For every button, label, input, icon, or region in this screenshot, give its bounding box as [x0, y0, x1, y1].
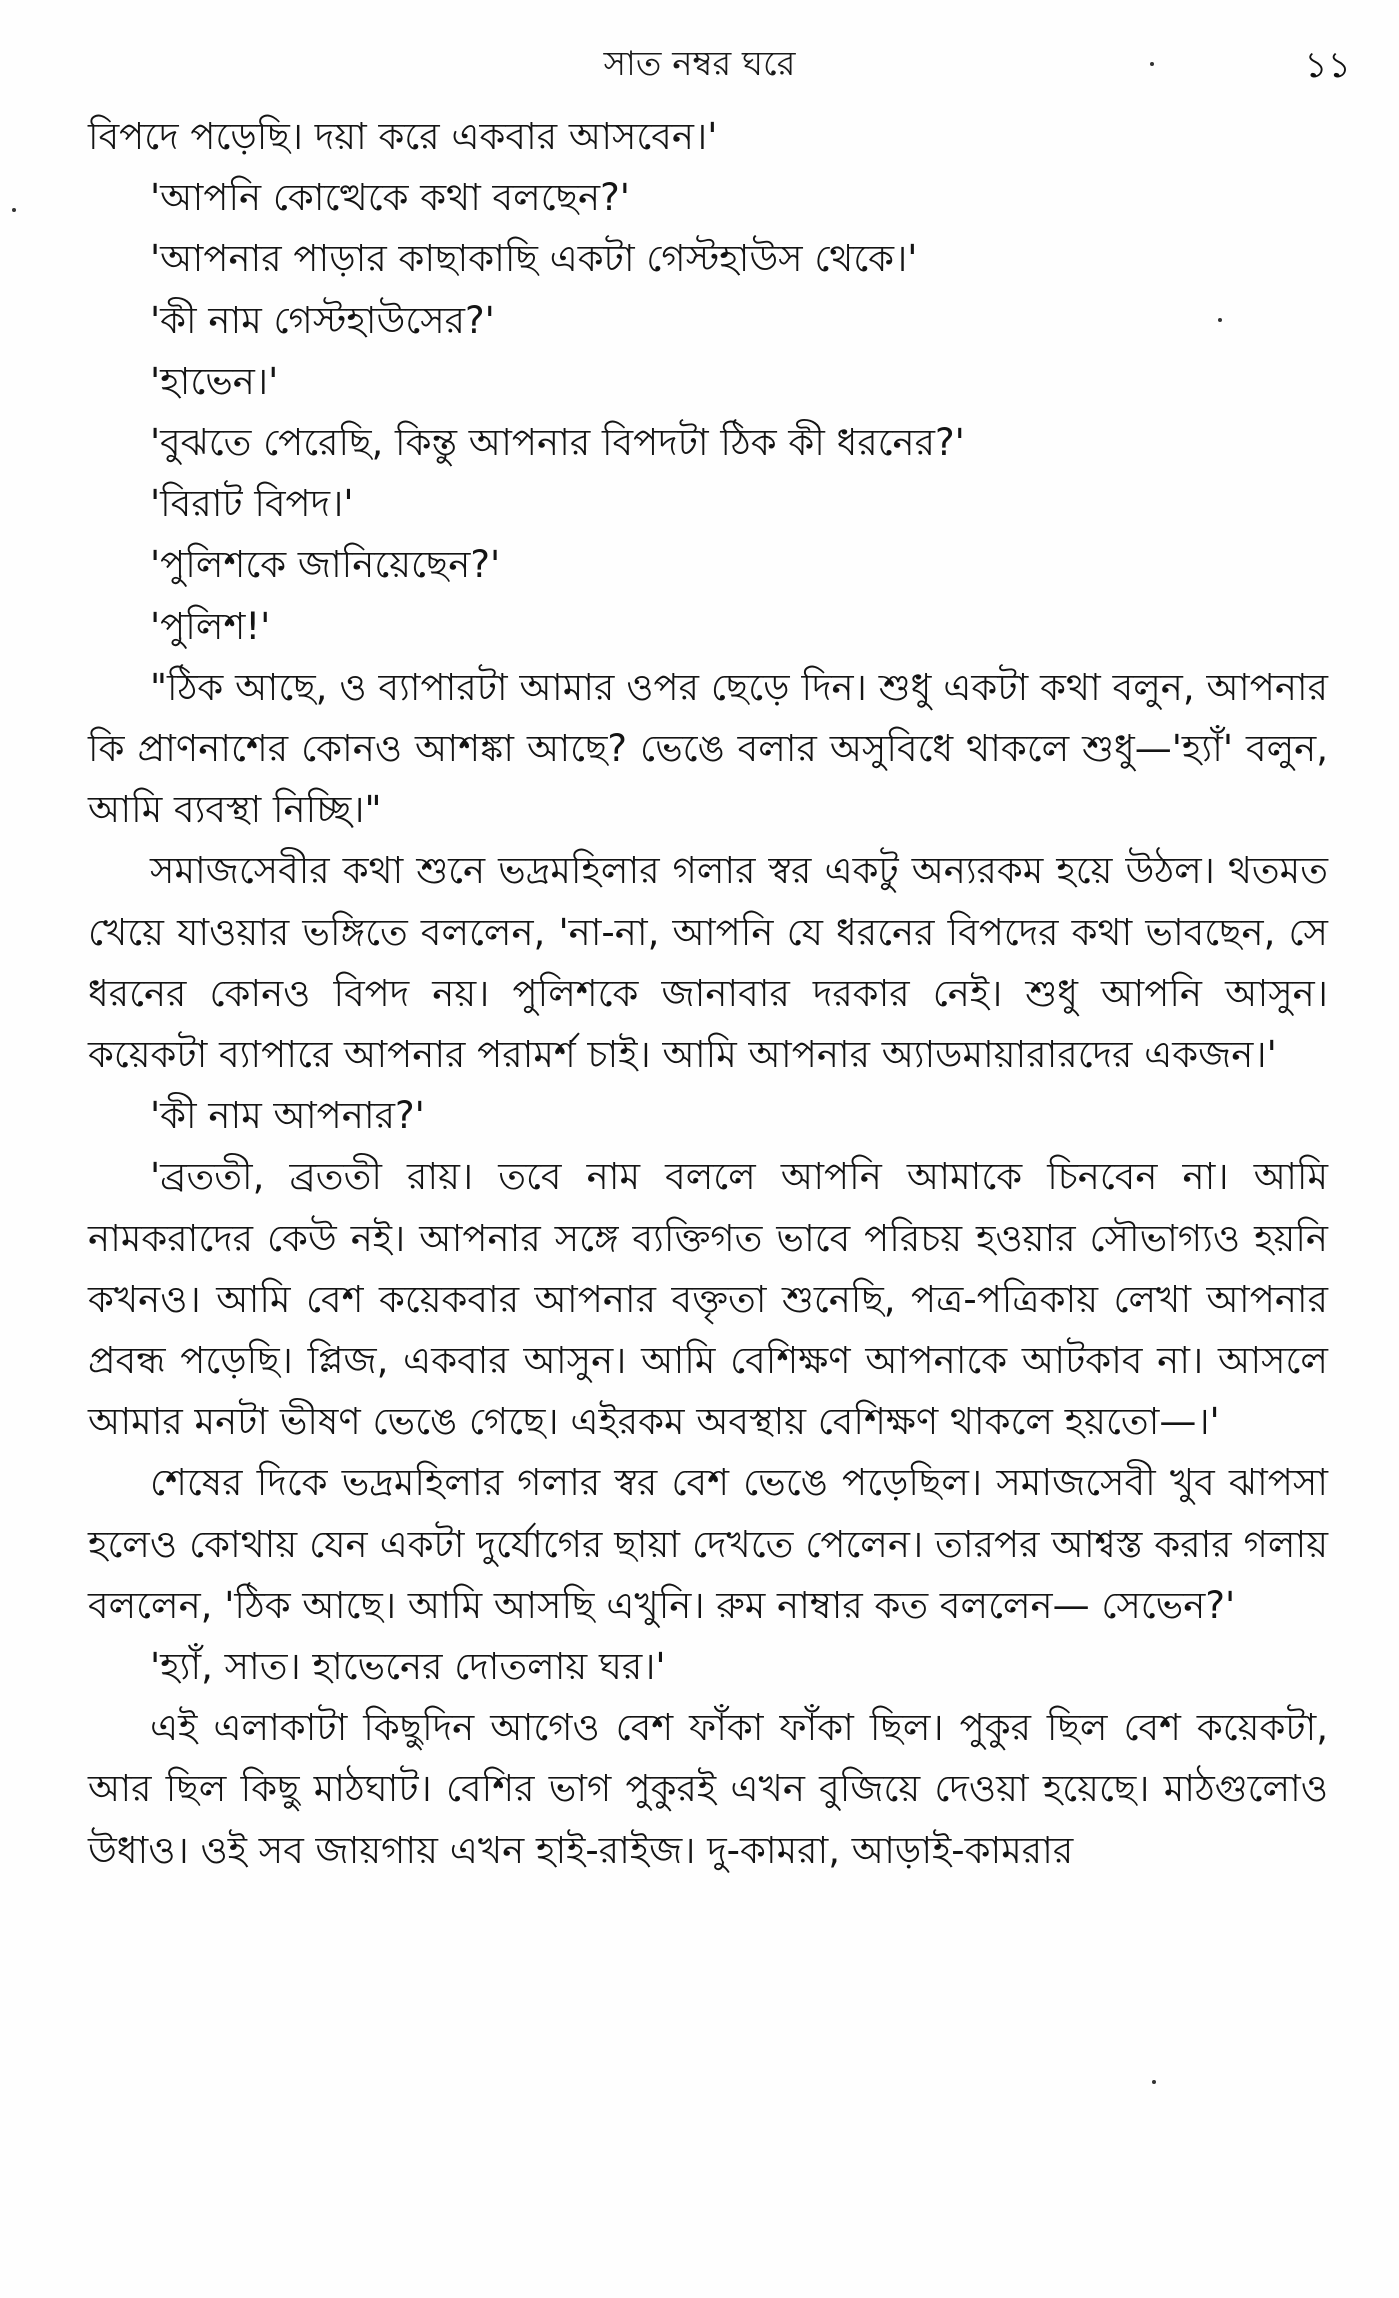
running-title: সাত নম্বর ঘরে: [603, 44, 796, 84]
paragraph-15: 'হ্যাঁ, সাত। হাভেনের দোতলায় ঘর।': [150, 1645, 666, 1689]
paragraph-5: 'হাভেন।': [150, 359, 279, 403]
paragraph-8: 'পুলিশকে জানিয়েছেন?': [150, 543, 501, 587]
paragraph-9: 'পুলিশ!': [150, 604, 271, 648]
print-speck: [1218, 318, 1222, 322]
paragraph-3: 'আপনার পাড়ার কাছাকাছি একটা গেস্টহাউস থেকে।': [150, 237, 918, 281]
paragraph-2: 'আপনি কোত্থেকে কথা বলছেন?': [150, 176, 630, 220]
paragraph-4: 'কী নাম গেস্টহাউসের?': [150, 298, 495, 342]
print-speck: [1152, 2080, 1156, 2084]
paragraph-12: 'কী নাম আপনার?': [150, 1094, 425, 1138]
print-speck: [12, 208, 16, 212]
paragraph-11: সমাজসেবীর কথা শুনে ভদ্রমহিলার গলার স্বর একটু অন্যরকম হয়ে উঠল। থতমত খেয়ে যাওয়ার ভঙ্গিতে বললেন, 'না-না, আপনি যে ধরনের বিপদের কথা ভাবছেন, সে ধরনের কোনও বিপদ নয়। পুলিশকে জানাবার দরকার নেই। শুধু আপনি আসুন। কয়েকটা ব্যাপারে আপনার পরামর্শ চাই। আমি আপনার অ্যাডমায়ারারদের একজন।': [88, 849, 1340, 1077]
page-header: [0, 38, 1399, 88]
paragraph-7: 'বিরাট বিপদ।': [150, 482, 354, 526]
print-speck: [1150, 62, 1154, 66]
paragraph-6: 'বুঝতে পেরেছি, কিন্তু আপনার বিপদটা ঠিক কী ধরনের?': [150, 421, 965, 465]
paragraph-1: বিপদে পড়েছি। দয়া করে একবার আসবেন।': [88, 115, 718, 158]
body-text: [88, 106, 1340, 1881]
paragraph-16: এই এলাকাটা কিছুদিন আগেও বেশ ফাঁকা ফাঁকা ছিল। পুকুর ছিল বেশ কয়েকটা, আর ছিল কিছু মাঠঘাট। বেশির ভাগ পুকুরই এখন বুজিয়ে দেওয়া হয়েছে। মাঠগুলোও উধাও। ওই সব জায়গায় এখন হাই-রাইজ। দু-কামরা, আড়াই-কামরার: [88, 1706, 1340, 1872]
paragraph-10: "ঠিক আছে, ও ব্যাপারটা আমার ওপর ছেড়ে দিন। শুধু একটা কথা বলুন, আপনার কি প্রাণনাশের কোনও আশঙ্কা আছে? ভেঙে বলার অসুবিধে থাকলে শুধু—'হ্যাঁ' বলুন, আমি ব্যবস্থা নিচ্ছি।": [88, 665, 1340, 832]
paragraph-14: শেষের দিকে ভদ্রমহিলার গলার স্বর বেশ ভেঙে পড়েছিল। সমাজসেবী খুব ঝাপসা হলেও কোথায় যেন একটা দুর্যোগের ছায়া দেখতে পেলেন। তারপর আশ্বস্ত করার গলায় বললেন, 'ঠিক আছে। আমি আসছি এখুনি। রুম নাম্বার কত বললেন— সেভেন?': [88, 1461, 1340, 1627]
paragraph-13: 'ব্রততী, ব্রততী রায়। তবে নাম বললে আপনি আমাকে চিনবেন না। আমি নামকরাদের কেউ নই। আপনার সঙ্গে ব্যক্তিগত ভাবে পরিচয় হওয়ার সৌভাগ্যও হয়নি কখনও। আমি বেশ কয়েকবার আপনার বক্তৃতা শুনেছি, পত্র-পত্রিকায় লেখা আপনার প্রবন্ধ পড়েছি। প্লিজ, একবার আসুন। আমি বেশিক্ষণ আপনাকে আটকাব না। আসলে আমার মনটা ভীষণ ভেঙে গেছে। এইরকম অবস্থায় বেশিক্ষণ থাকলে হয়তো—।': [88, 1155, 1340, 1444]
page-number: ১১: [1304, 45, 1351, 86]
